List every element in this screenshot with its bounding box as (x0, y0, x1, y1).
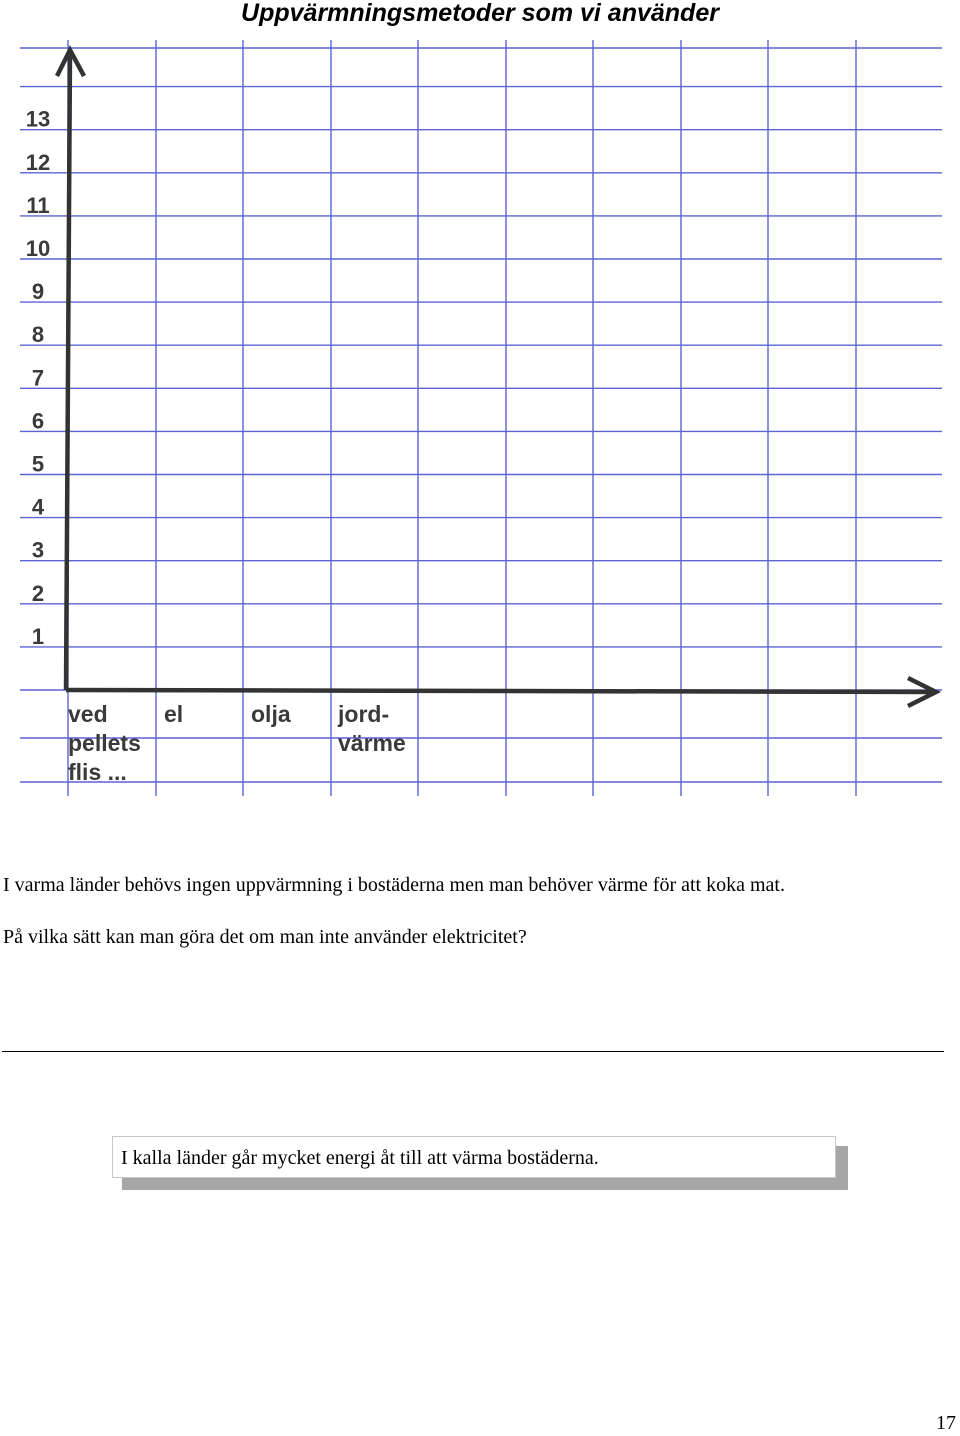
y-tick-label: 9 (31, 279, 45, 305)
question-cooking-without-electricity: På vilka sätt kan man göra det om man inte använder elektricitet? (3, 926, 527, 948)
x-category-label: olja (251, 701, 291, 727)
x-category-label: el (164, 701, 184, 727)
y-tick-label: 8 (31, 322, 45, 348)
y-axis (66, 52, 70, 690)
y-tick-label: 13 (25, 106, 51, 132)
y-tick-label: 5 (31, 451, 45, 477)
x-category-label: jord- (338, 701, 390, 727)
y-tick-label: 12 (25, 149, 51, 175)
x-category-label: värme (338, 730, 406, 756)
x-category-label: pellets (68, 730, 141, 756)
y-tick-label: 11 (26, 192, 50, 218)
chart-axes (57, 50, 936, 706)
y-tick-label: 2 (31, 580, 45, 606)
paragraph-warm-countries: I varma länder behövs ingen uppvärmning i bostäderna men man behöver värme för att koka mat. (3, 874, 785, 896)
x-category-label: flis ... (68, 759, 127, 785)
cold-countries-text-box: I kalla länder går mycket energi åt till att värma bostäderna. (112, 1136, 836, 1178)
x-axis (66, 690, 934, 692)
answer-line (2, 1051, 944, 1052)
y-tick-label: 10 (25, 236, 51, 261)
y-tick-label: 4 (31, 494, 45, 520)
x-category-labels (68, 701, 406, 785)
y-tick-labels (26, 107, 50, 649)
page-title: Uppvärmningsmetoder som vi använder (241, 0, 719, 27)
x-category-label: ved (68, 701, 108, 727)
y-tick-label: 1 (31, 623, 45, 649)
chart-grid (20, 40, 942, 796)
y-tick-label: 7 (31, 365, 45, 391)
page-number: 17 (936, 1412, 956, 1434)
y-tick-label: 3 (31, 537, 45, 563)
y-tick-label: 6 (31, 408, 45, 434)
heating-methods-chart (0, 30, 960, 810)
